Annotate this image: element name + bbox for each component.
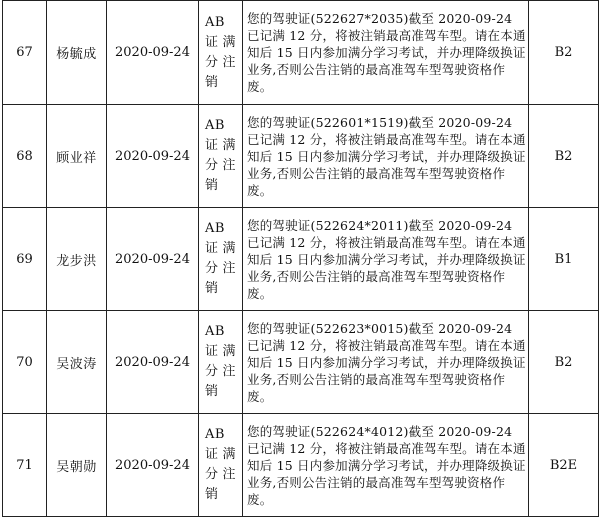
table-row <box>3 414 599 517</box>
cancellation-status: AB 证满分注销 <box>199 311 243 414</box>
notice-text: 您的驾驶证(522623*0015)截至 2020-09-24 已记满 12 分，将被注销最高准驾车型。请在本通知后 15 日内参加满分学习考试，并办理降级换证业务,否则公告注销的最高准驾车型驾驶资格作废。 <box>243 311 529 414</box>
row-number: 69 <box>3 208 47 311</box>
driver-name: 顾业祥 <box>47 105 107 208</box>
license-type: B2E <box>529 414 599 517</box>
license-type: B2 <box>529 105 599 208</box>
license-type: B2 <box>529 311 599 414</box>
notice-text: 您的驾驶证(522627*2035)截至 2020-09-24 已记满 12 分，将被注销最高准驾车型。请在本通知后 15 日内参加满分学习考试，并办理降级换证业务,否则公告注销的最高准驾车型驾驶资格作废。 <box>243 1 529 105</box>
record-date: 2020-09-24 <box>107 311 199 414</box>
license-type: B1 <box>529 208 599 311</box>
table-row <box>3 105 599 208</box>
driver-name: 杨毓成 <box>47 1 107 105</box>
row-number: 67 <box>3 1 47 105</box>
cancellation-status: AB 证满分注销 <box>199 208 243 311</box>
notice-text: 您的驾驶证(522624*4012)截至 2020-09-24 已记满 12 分，将被注销最高准驾车型。请在本通知后 15 日内参加满分学习考试，并办理降级换证业务,否则公告注销的最高准驾车型驾驶资格作废。 <box>243 414 529 517</box>
record-date: 2020-09-24 <box>107 208 199 311</box>
license-type: B2 <box>529 1 599 105</box>
row-number: 68 <box>3 105 47 208</box>
row-number: 70 <box>3 311 47 414</box>
cancellation-status: AB 证满分注销 <box>199 414 243 517</box>
table-row <box>3 1 599 105</box>
driver-name: 龙步洪 <box>47 208 107 311</box>
notice-text: 您的驾驶证(522601*1519)截至 2020-09-24 已记满 12 分，将被注销最高准驾车型。请在本通知后 15 日内参加满分学习考试，并办理降级换证业务,否则公告注销的最高准驾车型驾驶资格作废。 <box>243 105 529 208</box>
row-number: 71 <box>3 414 47 517</box>
table-row <box>3 208 599 311</box>
driver-name: 吴朝勋 <box>47 414 107 517</box>
record-date: 2020-09-24 <box>107 105 199 208</box>
license-cancellation-table <box>2 0 599 517</box>
notice-text: 您的驾驶证(522624*2011)截至 2020-09-24 已记满 12 分，将被注销最高准驾车型。请在本通知后 15 日内参加满分学习考试，并办理降级换证业务,否则公告注销的最高准驾车型驾驶资格作废。 <box>243 208 529 311</box>
cancellation-status: AB 证满分注销 <box>199 1 243 105</box>
cancellation-status: AB 证满分注销 <box>199 105 243 208</box>
record-date: 2020-09-24 <box>107 1 199 105</box>
record-date: 2020-09-24 <box>107 414 199 517</box>
table-row <box>3 311 599 414</box>
driver-name: 吴波涛 <box>47 311 107 414</box>
